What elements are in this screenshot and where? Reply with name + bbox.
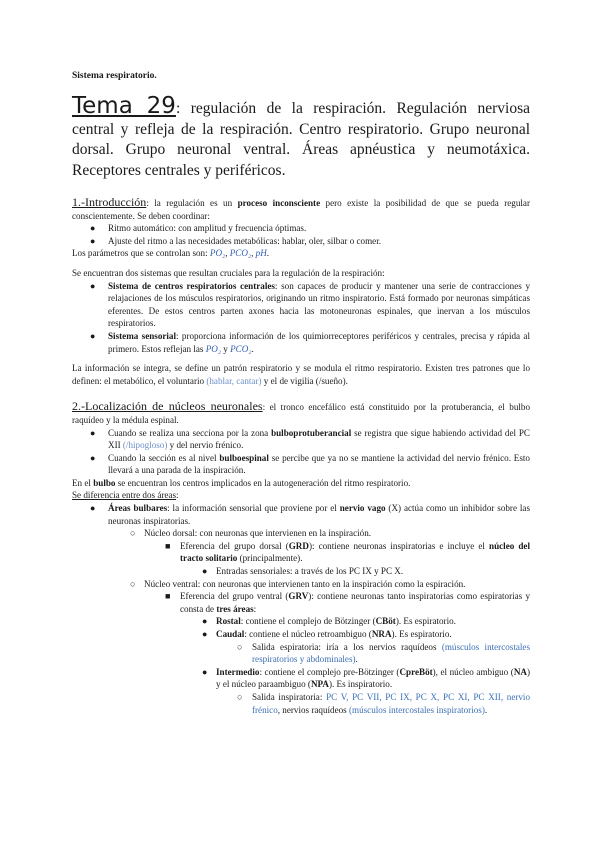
text: ): contiene neuronas inspiratorias e incluye el — [308, 540, 490, 551]
title-text: : regulación de la respiración. Regulación nerviosa central y refleja de la respiración. Centro respiratorio. Grupo neuronal dorsal. Grupo neuronal ventral. Áreas apnéustica y neumotáxica. Receptores centrales y periféricos. — [72, 100, 530, 179]
section-1-heading: 1.-Introducción — [72, 195, 147, 209]
text-blue: (músculos intercostales inspiratorios) — [348, 704, 485, 715]
text: ): contiene neuronas tanto inspiratorias como espiratorias y consta de — [180, 591, 530, 614]
text: ), el núcleo ambiguo ( — [432, 666, 514, 677]
bullet-icon: ● — [90, 280, 96, 291]
list-item — [72, 540, 530, 565]
math-pco2: PCO₂ — [229, 248, 252, 259]
circle-bullet-icon: ○ — [130, 528, 136, 539]
text: . — [484, 704, 488, 715]
areas-line — [72, 489, 530, 502]
text: pero existe la posibilidad de que se pueda regular conscientemente. Se deben coordinar: — [72, 198, 530, 221]
text: . — [355, 654, 358, 665]
text-underlined: Se diferencia entre dos áreas — [72, 490, 177, 501]
params-line: Los parámetros que se controlan son: PO₂, PCO₂, pH. — [72, 248, 270, 259]
list-item — [72, 452, 530, 477]
text-bold: núcleo del tracto solitario — [180, 540, 530, 564]
text-bold: CpreBöt — [399, 666, 433, 677]
page-title — [72, 93, 530, 181]
text: se registra que sigue habiendo actividad del PC XII — [108, 427, 530, 451]
bullet-icon: ● — [90, 452, 96, 463]
text-bold: bulboprotuberancial — [271, 427, 352, 438]
text: y — [221, 343, 231, 354]
circle-bullet-icon: ○ — [237, 691, 243, 702]
circle-bullet-icon: ○ — [237, 641, 243, 652]
list-item: ● Sistema sensorial: proporciona información de los quimiorreceptores periféricos y centrales, precisa y rápida al primero. Estos reflejan las PO₂ y PCO₂. — [90, 330, 530, 354]
bullet-icon: ● — [202, 616, 208, 627]
text: Entradas sensoriales: a través de los PC IX y PC X. — [216, 566, 404, 577]
text-bold: Caudal — [216, 629, 245, 639]
text: Núcleo ventral: con neuronas que intervienen tanto en la inspiración como la espiración. — [144, 578, 466, 589]
bullet-icon: ● — [202, 629, 208, 639]
text-bold: bulboespinal — [219, 452, 269, 463]
text: (X) actúa como un inhibidor sobre las neuronas inspiratorias. — [108, 503, 530, 526]
list-item — [72, 235, 530, 248]
text-blue: (/hipogloso) — [122, 440, 168, 451]
text-bold: Rostal — [216, 616, 241, 627]
list-item — [72, 666, 530, 691]
text-bold: Áreas bulbares — [108, 503, 168, 514]
text: En el — [72, 477, 94, 488]
text: : la regulación es un — [146, 198, 238, 208]
text: : proporciona información de los quimiorreceptores periféricos y centrales, precisa y rápida al primero. Estos reflejan las — [108, 330, 530, 354]
text: : la información sensorial que proviene por el — [167, 503, 340, 514]
bullet-icon: ● — [90, 503, 96, 514]
list-item — [72, 578, 530, 591]
text: se percibe que ya no se mantiene la actividad del nervio frénico. Esto llevará a una parada de la inspiración. — [108, 452, 530, 476]
text: Ajuste del ritmo a las necesidades metabólicas: hablar, oler, silbar o comer. — [108, 235, 382, 246]
text: : contiene el complejo pre-Bötzinger ( — [259, 666, 400, 677]
text: Salida inspiratoria: — [252, 691, 327, 702]
list-item — [72, 691, 530, 716]
text: Salida espiratoria: iría a los nervios raquídeos — [252, 641, 442, 652]
text-bold: Sistema sensorial — [108, 330, 177, 341]
text-bold: GRD — [288, 540, 309, 551]
text-bold: Sistema de centros respiratorios centrales — [108, 280, 275, 291]
bullet-icon: ● — [90, 223, 96, 234]
tema-label: Tema 29 — [72, 93, 176, 119]
text: (principalmente). — [237, 553, 303, 564]
list-item — [72, 502, 530, 527]
list-item — [72, 427, 530, 452]
text-blue: (hablar, cantar) — [206, 375, 262, 386]
math-po2: PO₂ — [209, 248, 226, 259]
text-bold: nervio vago — [339, 503, 386, 514]
text: : — [253, 603, 257, 614]
two-systems-line: Se encuentran dos sistemas que resultan cruciales para la regulación de la respiración: — [72, 267, 385, 278]
page-header: Sistema respiratorio. — [72, 71, 157, 81]
text-bold: proceso inconsciente — [237, 198, 321, 208]
intro-paragraph — [72, 196, 530, 222]
text-blue: PC V, PC VII, PC IX, PC X, PC XI, PC XII, nervio frénico — [252, 691, 531, 715]
text: Cuando se realiza una secciona por la zona — [108, 427, 272, 438]
document-body — [72, 196, 530, 716]
text: : el tronco encefálico está constituido por la protuberancia, el bulbo raquídeo y la médula espinal. — [72, 402, 530, 425]
square-bullet-icon: ■ — [165, 540, 171, 551]
text: y el de vigilia (/sueño). — [261, 375, 348, 386]
list-item — [72, 615, 530, 628]
areas-list — [72, 502, 530, 716]
text: ). Es inspiratorio. — [328, 679, 393, 690]
list-item — [72, 565, 530, 578]
text-bold: CBöt — [375, 616, 396, 627]
list-item — [72, 590, 530, 615]
systems-list — [72, 280, 530, 356]
text: Eferencia del grupo ventral ( — [180, 591, 289, 602]
list-item — [72, 628, 530, 641]
text: : — [176, 490, 179, 501]
text-bold: bulbo — [93, 477, 116, 488]
text: Cuando la sección es al nivel — [108, 452, 220, 463]
list-item — [72, 280, 530, 330]
text: La información se integra, se define un patrón respiratorio y se modula el ritmo respiratorio. Existen tres patrones que lo definen: el metabólico, el voluntario — [72, 363, 530, 386]
text: ). Es espiratorio. — [395, 616, 456, 627]
text-bold: NRA — [371, 629, 392, 639]
text: Ritmo automático: con amplitud y frecuencia óptimas. — [108, 223, 307, 234]
text-blue: (músculos intercostales respiratorios y abdominales) — [252, 641, 530, 665]
bullet-icon: ● — [90, 330, 96, 341]
list-item — [72, 641, 530, 666]
section-2-heading: 2.-Localización de núcleos neuronales — [72, 399, 263, 414]
text: ) y el núcleo paraambiguo ( — [216, 666, 530, 690]
text-bold: NPA — [310, 679, 329, 690]
bulbo-line — [72, 477, 530, 490]
text: Núcleo dorsal: con neuronas que intervienen en la inspiración. — [144, 528, 372, 539]
text: , nervios raquídeos — [277, 704, 349, 715]
bullet-icon: ● — [202, 666, 208, 677]
text: y del nervio frénico. — [167, 440, 244, 451]
list-item — [72, 527, 530, 540]
math-pco2: PCO₂ — [230, 343, 252, 354]
text-bold: tres áreas — [216, 603, 254, 614]
circle-bullet-icon: ○ — [130, 578, 136, 589]
text: : contiene el núcleo retroambiguo ( — [244, 629, 372, 639]
text: se encuentran los centros implicados en la autogeneración del ritmo respiratorio. — [115, 477, 411, 488]
bullet-icon: ● — [202, 566, 208, 577]
info-paragraph — [72, 362, 530, 387]
section-2-paragraph — [72, 400, 530, 426]
text: Los parámetros que se controlan son: — [72, 248, 210, 259]
text-bold: GRV — [288, 591, 309, 602]
text-bold: NA — [513, 666, 527, 677]
math-ph: pH — [255, 248, 267, 259]
math-po2: PO₂ — [205, 343, 222, 354]
text: Eferencia del grupo dorsal ( — [180, 540, 289, 551]
text-bold: Intermedio — [216, 666, 260, 677]
bullet-icon: ● — [90, 235, 96, 246]
bullet-icon: ● — [90, 427, 96, 438]
text: : son capaces de producir y mantener una serie de contracciones y relajaciones de los músculos respiratorios, originando un ritmo inspiratorio. Está formado por neuronas simpáticas eferentes. De estos centros parten axones hacia las motoneuronas espinales, que inervan a los músculos respiratorios. — [108, 280, 530, 329]
coordination-list — [72, 222, 530, 247]
section-list — [72, 427, 530, 477]
square-bullet-icon: ■ — [165, 591, 171, 602]
list-item — [72, 222, 530, 235]
text: : contiene el complejo de Bötzinger ( — [240, 616, 376, 627]
text: ). Es espiratorio. — [391, 629, 452, 639]
